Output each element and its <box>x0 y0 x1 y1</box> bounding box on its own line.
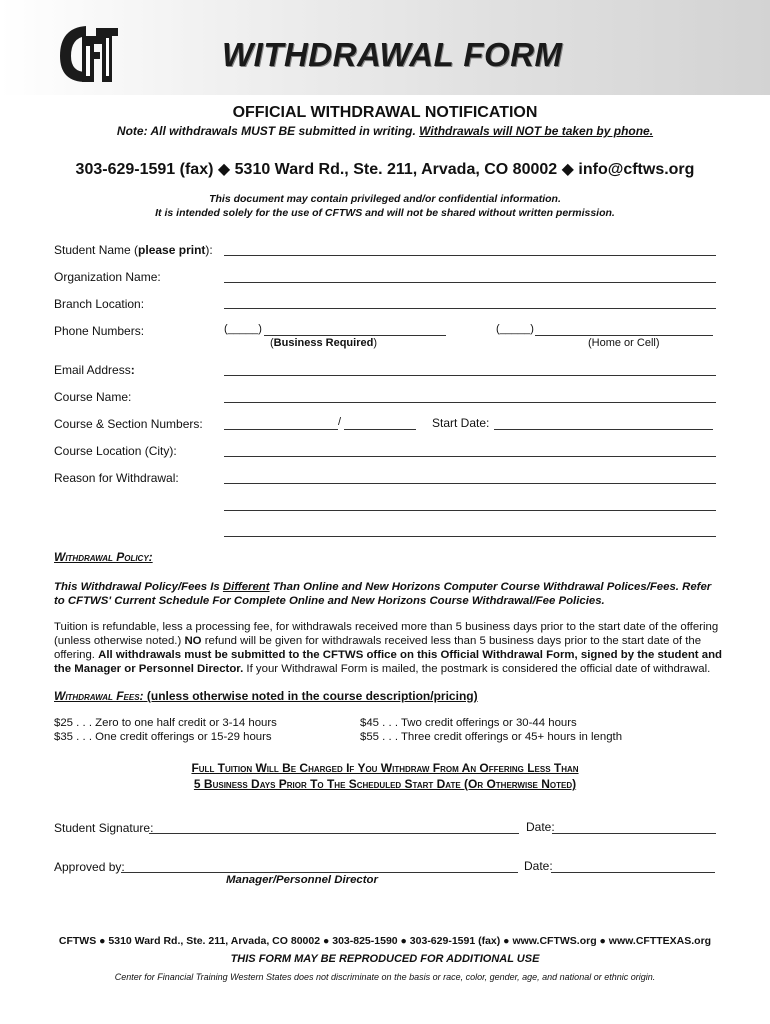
reason-field-line-2[interactable] <box>224 510 716 511</box>
course-name-field[interactable] <box>224 402 716 403</box>
start-date-label: Start Date: <box>432 416 490 430</box>
diamond-icon: ◆ <box>561 161 574 178</box>
course-name-label: Course Name: <box>54 390 132 404</box>
footer-reproduce-note: THIS FORM MAY BE REPRODUCED FOR ADDITIONAL USE <box>230 953 540 965</box>
organization-field[interactable] <box>224 282 716 283</box>
full-tuition-warning-2: 5 Business Days Prior To The Scheduled Start Date (Or Otherwise Noted) <box>193 777 577 791</box>
student-name-label <box>54 243 213 257</box>
home-phone-field[interactable] <box>535 335 713 336</box>
email-label <box>54 363 135 377</box>
slash-separator: / <box>338 416 342 428</box>
course-number-field[interactable] <box>224 429 338 430</box>
date-label: Date: <box>524 859 553 873</box>
student-name-field[interactable] <box>224 255 716 256</box>
fee-item: $25 . . . Zero to one half credit or 3-14 hours <box>54 717 277 729</box>
fee-item: $35 . . . One credit offerings or 15-29 hours <box>54 731 272 743</box>
branch-label: Branch Location: <box>54 297 145 311</box>
confidential-line-2: It is intended solely for the use of CFTWS and will not be shared without written permission. <box>155 207 615 219</box>
fee-item: $55 . . . Three credit offerings or 45+ hours in length <box>360 731 623 743</box>
approver-date-field[interactable] <box>551 872 715 873</box>
reason-field-line-3[interactable] <box>224 536 716 537</box>
fees-heading-title: Withdrawal Fees: <box>54 689 144 703</box>
email-label-text: Email Address <box>54 363 131 377</box>
confidential-line-1: This document may contain privileged and/or confidential information. <box>209 193 561 205</box>
contact-line <box>0 159 770 179</box>
withdrawal-fees-heading <box>54 689 478 703</box>
note-line <box>0 124 770 138</box>
branch-field[interactable] <box>224 308 716 309</box>
policy-text: Tuition is refundable, less a processing fee, for withdrawals received more than 5 business days prior to the start date of the offering (unless otherwise noted.) <box>54 621 719 647</box>
fees-heading-note: (unless otherwise noted in the course description/pricing) <box>143 689 478 703</box>
policy-text: refund will be given for withdrawals received less than 5 business days prior to the start date of the offering. <box>54 635 702 661</box>
policy-note-part: Than Online and New Horizons Computer Course Withdrawal Polices/Fees. Refer to CFTWS' Current Schedule For Complete Online and New Horizons Course Withdrawal/Fee Policies. <box>54 581 712 607</box>
office-address: 5310 Ward Rd., Ste. 211, Arvada, CO 80002 <box>234 161 558 178</box>
full-tuition-warning-1: Full Tuition Will Be Charged If You Withdraw From An Offering Less Than <box>191 761 579 775</box>
note-text: Note: All withdrawals MUST BE submitted in writing. <box>116 124 420 138</box>
email-colon: : <box>130 363 135 377</box>
email-field[interactable] <box>224 375 716 376</box>
business-required-note <box>270 337 377 349</box>
section-number-field[interactable] <box>344 429 416 430</box>
home-cell-note: (Home or Cell) <box>588 337 660 349</box>
business-area-code: (_____) <box>224 323 262 335</box>
policy-bold-text: All withdrawals must be submitted to the CFTWS office on this Official Withdrawal Form, signed by the student and the Manager or Personnel Director. <box>54 649 723 675</box>
paren-close: ) <box>373 337 377 349</box>
business-phone-field[interactable] <box>264 335 446 336</box>
notification-subtitle: OFFICIAL WITHDRAWAL NOTIFICATION <box>232 104 538 121</box>
policy-text: If your Withdrawal Form is mailed, the postmark is considered the official date of withdrawal. <box>243 663 711 675</box>
contact-email: info@cftws.org <box>578 161 695 178</box>
fax-number: 303-629-1591 (fax) <box>75 161 214 178</box>
approved-by-label: Approved by: <box>54 860 125 874</box>
refund-policy-paragraph <box>54 620 724 676</box>
course-section-label: Course & Section Numbers: <box>54 417 203 431</box>
student-signature-field[interactable] <box>149 833 519 834</box>
date-label: Date: <box>526 820 555 834</box>
course-location-label: Course Location (City): <box>54 444 177 458</box>
fee-item: $45 . . . Two credit offerings or 30-44 hours <box>360 717 577 729</box>
paren-open: ( <box>270 337 274 349</box>
course-location-field[interactable] <box>224 456 716 457</box>
diamond-icon: ◆ <box>217 161 231 178</box>
home-area-code: (_____) <box>496 323 534 335</box>
please-print-text: please print <box>138 243 206 257</box>
reason-label: Reason for Withdrawal: <box>54 471 179 485</box>
policy-bold-text: NO <box>184 635 202 647</box>
footer-address: CFTWS ● 5310 Ward Rd., Ste. 211, Arvada, CO 80002 ● 303-825-1590 ● 303-629-1591 (fax) ● www.CFTWS.org ● www.CFTTEXAS.org <box>58 935 712 947</box>
approved-by-field[interactable] <box>121 872 518 873</box>
policy-note-part: This Withdrawal Policy/Fees Is <box>54 581 223 593</box>
business-required-text: Business Required <box>273 337 374 349</box>
reason-field-line-1[interactable] <box>224 483 716 484</box>
policy-note-underlined: Different <box>222 581 270 593</box>
cft-logo <box>56 22 120 86</box>
start-date-field[interactable] <box>494 429 713 430</box>
withdrawal-policy-heading: Withdrawal Policy: <box>54 550 153 564</box>
organization-label: Organization Name: <box>54 270 161 284</box>
student-name-label-suffix: ): <box>205 243 213 257</box>
manager-caption: Manager/Personnel Director <box>226 874 378 886</box>
form-title: WITHDRAWAL FORM <box>222 36 563 73</box>
phone-label: Phone Numbers: <box>54 324 145 338</box>
student-date-field[interactable] <box>552 833 716 834</box>
student-name-label-text: Student Name ( <box>54 243 139 257</box>
footer-disclaimer: Center for Financial Training Western States does not discriminate on the basis or race, color, gender, age, and national or ethnic origin. <box>114 972 656 982</box>
note-underlined-text: Withdrawals will NOT be taken by phone. <box>419 124 654 138</box>
student-signature-label: Student Signature: <box>54 821 154 835</box>
policy-difference-note <box>54 580 724 608</box>
